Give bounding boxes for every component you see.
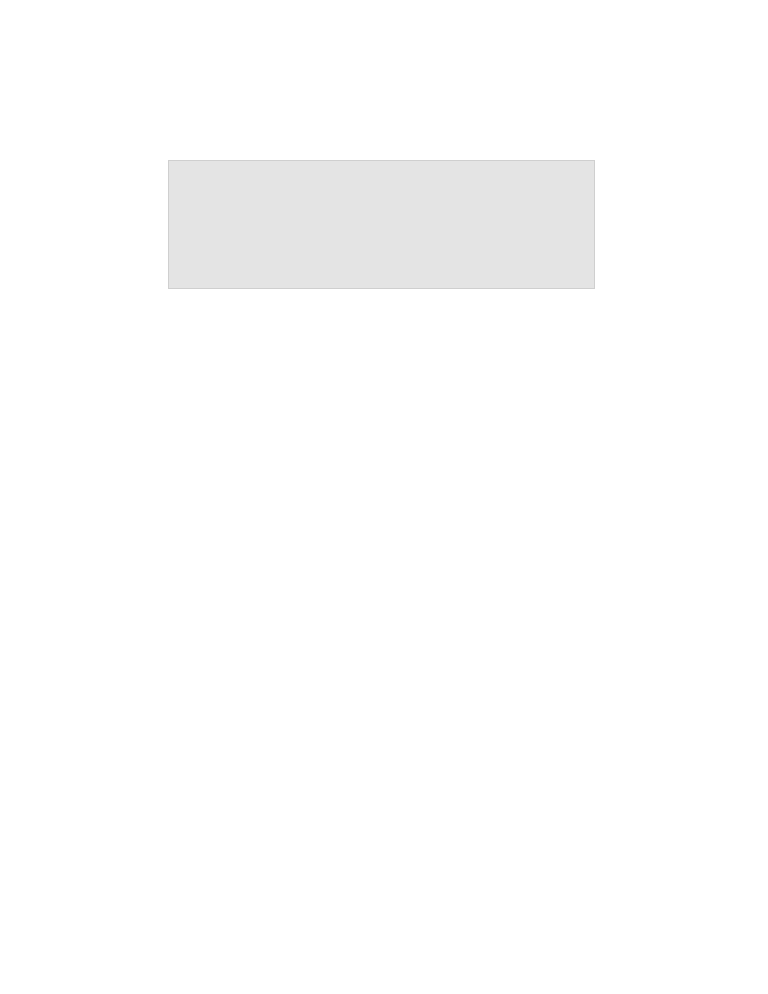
stock-quote-figure <box>168 160 595 289</box>
